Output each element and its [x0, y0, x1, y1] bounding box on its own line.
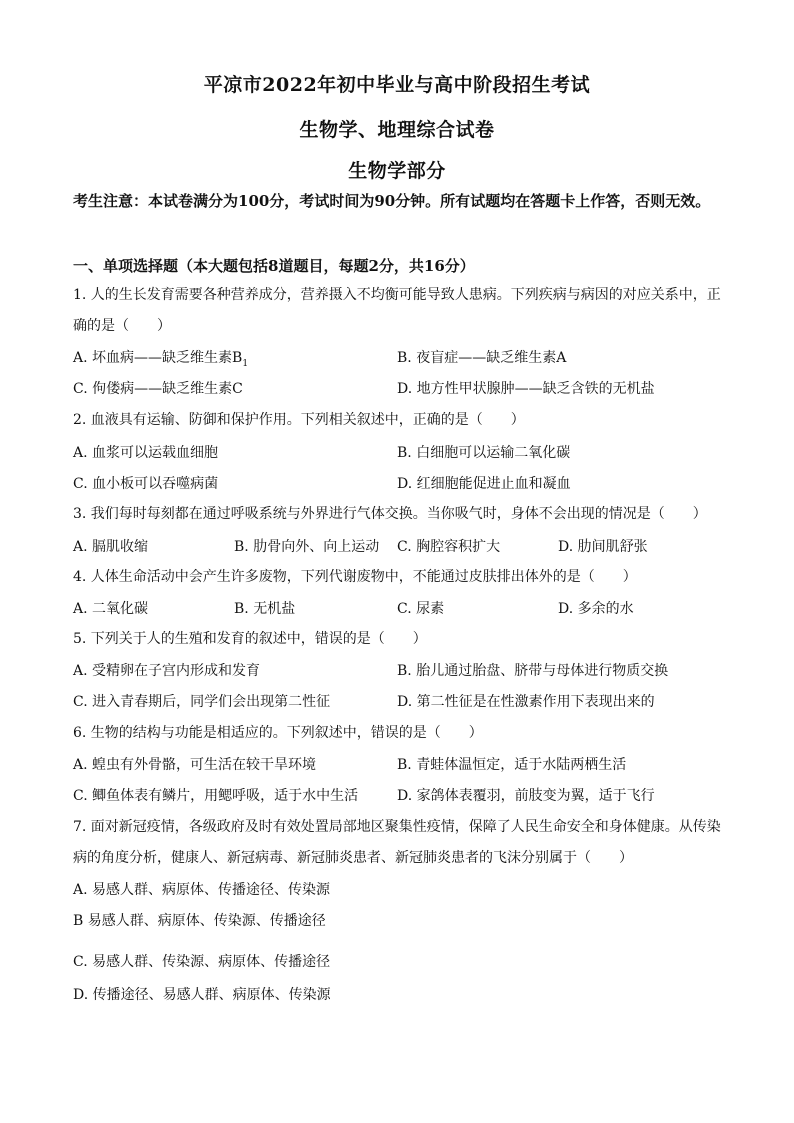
section-part-title: 生物学部分 [348, 160, 446, 182]
question-3-option-d: D. 肋间肌舒张 [558, 539, 648, 555]
section-heading: 一、单项选择题（本大题包括8道题目，每题2分，共16分） [73, 257, 475, 275]
question-7-option-a: A. 易感人群、病原体、传播途径、传染源 [73, 882, 331, 898]
question-3-option-a: A. 膈肌收缩 [73, 539, 149, 555]
question-7-stem: 7. 面对新冠疫情，各级政府及时有效处置局部地区聚集性疫情，保障了人民生命安全和身体健康。从传染病的角度分析，健康人、新冠病毒、新冠肺炎患者、新冠肺炎患者的飞沫分别属于（ ） [73, 819, 721, 866]
question-2-option-b: B. 白细胞可以运输二氧化碳 [397, 445, 571, 461]
question-1-option-a: A. 坏血病——缺乏维生素$B_1$ [73, 350, 249, 369]
exam-title: 平凉市2022年初中毕业与高中阶段招生考试 [203, 74, 591, 96]
exam-subtitle: 生物学、地理综合试卷 [299, 119, 495, 141]
question-7-option-c: C. 易感人群、传染源、病原体、传播途径 [73, 954, 331, 970]
question-2-stem: 2. 血液具有运输、防御和保护作用。下列相关叙述中，正确的是（ ） [73, 412, 525, 428]
question-5-option-a: A. 受精卵在子宫内形成和发育 [73, 663, 261, 679]
question-6-option-c: C. 鲫鱼体表有鳞片，用鳃呼吸，适于水中生活 [73, 788, 359, 804]
question-3-option-c: C. 胸腔容积扩大 [397, 539, 501, 555]
exam-notice: 考生注意：本试卷满分为100分，考试时间为90分钟。所有试题均在答题卡上作答，否则无效。 [73, 192, 711, 210]
question-4-option-c: C. 尿素 [397, 601, 445, 617]
question-6-option-a: A. 蝗虫有外骨骼，可生活在较干旱环境 [73, 757, 317, 773]
question-1-option-d: D. 地方性甲状腺肿——缺乏含铁的无机盐 [397, 381, 655, 397]
question-6-stem: 6. 生物的结构与功能是相适应的。下列叙述中，错误的是（ ） [73, 725, 483, 741]
question-7-option-d: D. 传播途径、易感人群、病原体、传染源 [73, 987, 331, 1003]
question-7-option-b: B 易感人群、病原体、传染源、传播途径 [73, 913, 326, 929]
question-5-stem: 5. 下列关于人的生殖和发育的叙述中，错误的是（ ） [73, 631, 427, 647]
question-2-option-c: C. 血小板可以吞噬病菌 [73, 476, 219, 492]
question-6-option-d: D. 家鸽体表覆羽，前肢变为翼，适于飞行 [397, 788, 655, 804]
question-2-option-d: D. 红细胞能促进止血和凝血 [397, 476, 571, 492]
question-4-option-a: A. 二氧化碳 [73, 601, 149, 617]
question-4-option-d: D. 多余的水 [558, 601, 634, 617]
question-5-option-c: C. 进入青春期后，同学们会出现第二性征 [73, 694, 331, 710]
question-1-option-b: B. 夜盲症——缺乏维生素A [397, 350, 567, 366]
question-3-option-b: B. 肋骨向外、向上运动 [234, 539, 380, 555]
question-6-option-b: B. 青蛙体温恒定，适于水陆两栖生活 [397, 757, 627, 773]
question-1-option-c: C. 佝偻病——缺乏维生素C [73, 381, 243, 397]
question-4-stem: 4. 人体生命活动中会产生许多废物，下列代谢废物中，不能通过皮肤排出体外的是（ ） [73, 569, 637, 585]
question-5-option-d: D. 第二性征是在性激素作用下表现出来的 [397, 694, 655, 710]
question-2-option-a: A. 血浆可以运载血细胞 [73, 445, 219, 461]
question-3-stem: 3. 我们每时每刻都在通过呼吸系统与外界进行气体交换。当你吸气时，身体不会出现的情况是（ ） [73, 506, 707, 522]
question-5-option-b: B. 胎儿通过胎盘、脐带与母体进行物质交换 [397, 663, 669, 679]
question-1-stem: 1. 人的生长发育需要各种营养成分，营养摄入不均衡可能导致人患病。下列疾病与病因的对应关系中，正确的是（ ） [73, 287, 721, 334]
question-4-option-b: B. 无机盐 [234, 601, 296, 617]
